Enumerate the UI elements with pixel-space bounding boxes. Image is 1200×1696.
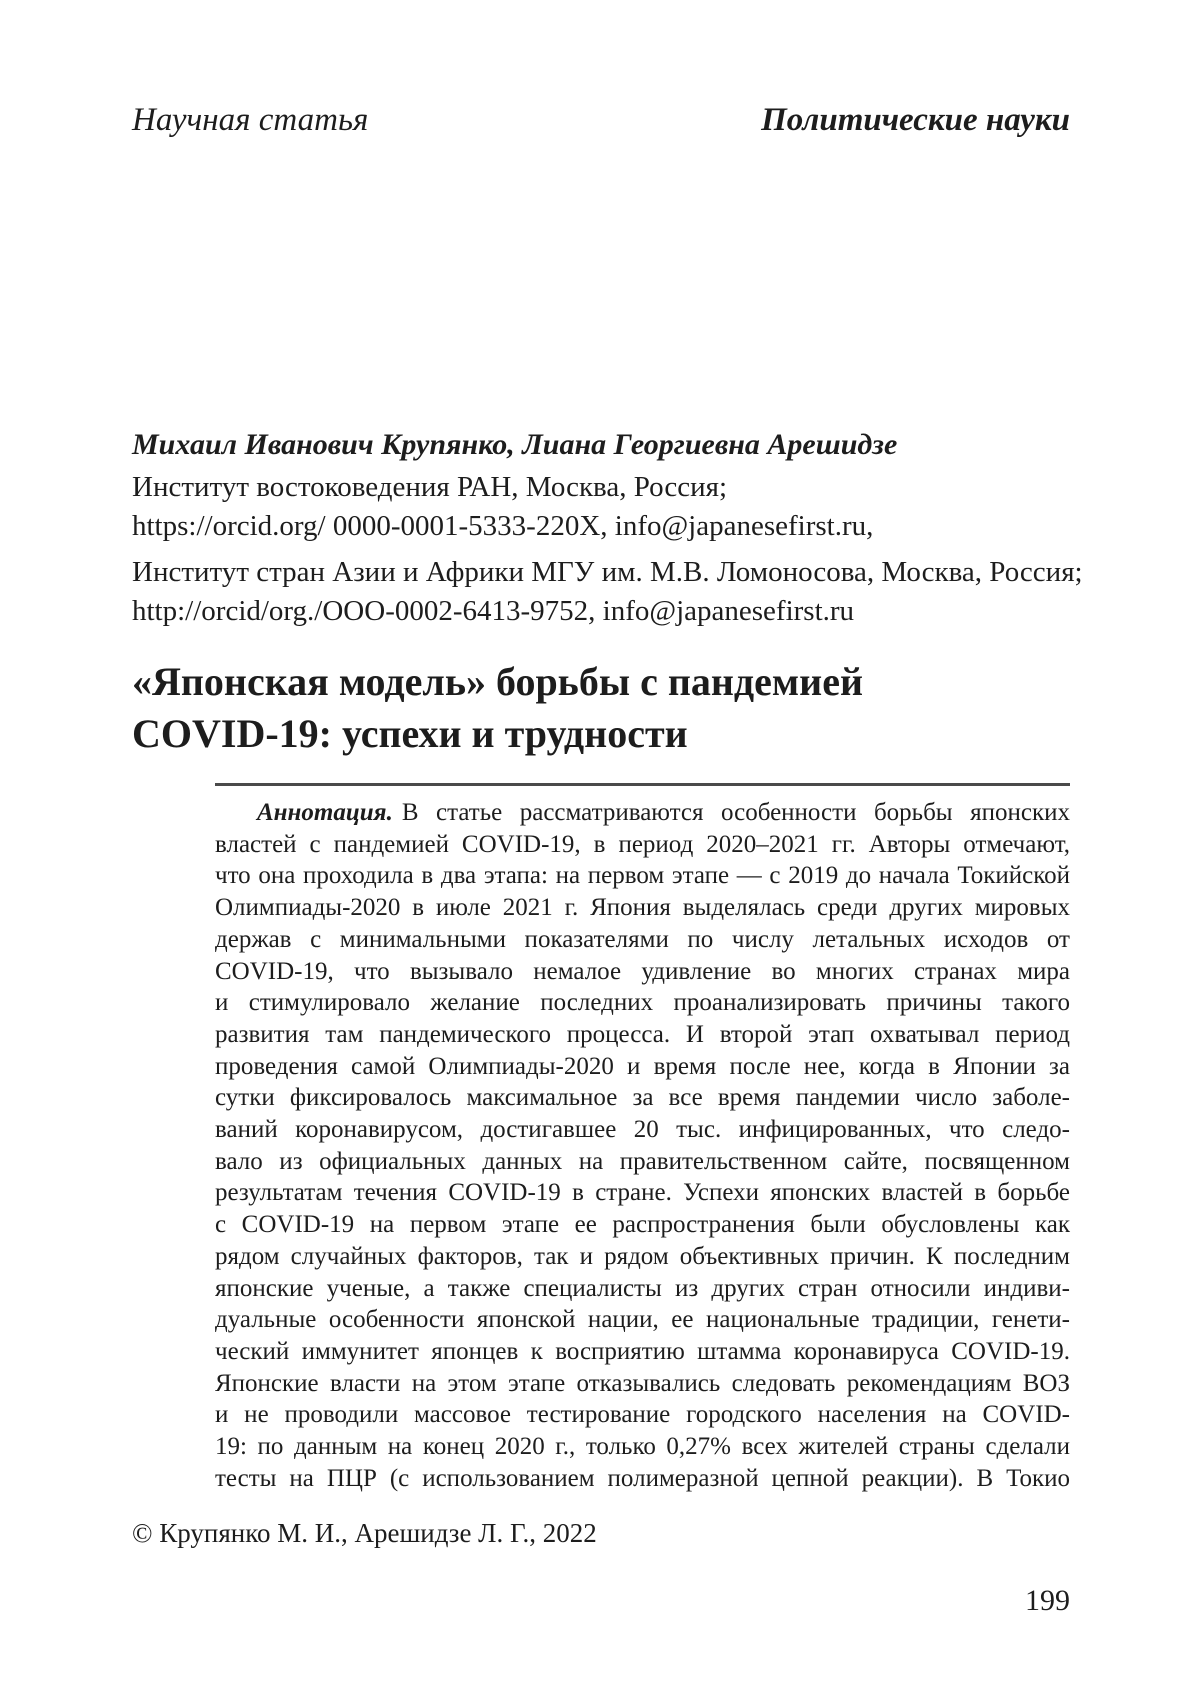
abstract-line: вало из официальных данных на правительственном сайте, посвященном (215, 1147, 1070, 1175)
abstract-line: что она проходила в два этапа: на первом этапе — с 2019 до начала Токийской (215, 862, 1070, 890)
affiliations-block (132, 468, 1090, 631)
abstract-line: результатам течения COVID-19 в стране. Успехи японских властей в борьбе (215, 1179, 1070, 1207)
abstract-label: Аннотация. (257, 799, 393, 826)
title-divider-rule (215, 783, 1070, 786)
abstract-line: японские ученые, а также специалисты из других стран относили индиви- (215, 1274, 1070, 1302)
abstract-line: властей с пандемией COVID-19, в период 2020–2021 гг. Авторы отмечают, (215, 830, 1070, 858)
abstract-line: проведения самой Олимпиады-2020 и время после нее, когда в Японии за (215, 1052, 1070, 1080)
abstract-line: Олимпиады-2020 в июле 2021 г. Япония выделялась среди других мировых (215, 894, 1070, 922)
article-title-line: COVID-19: успехи и трудности (132, 711, 688, 756)
abstract-line: Японские власти на этом этапе отказывались следовать рекомендациям ВОЗ (215, 1369, 1070, 1397)
abstract-line: с COVID-19 на первом этапе ее распространения были обусловлены как (215, 1211, 1070, 1239)
copyright-line: © Крупянко М. И., Арешидзе Л. Г., 2022 (132, 1518, 597, 1548)
abstract-first-line (215, 797, 1070, 829)
article-title-line: «Японская модель» борьбы с пандемией (132, 659, 863, 704)
abstract-line: рядом случайных факторов, так и рядом объективных причин. К последним (215, 1242, 1070, 1270)
abstract-line: ческий иммунитет японцев к восприятию штамма коронавируса COVID-19. (215, 1337, 1070, 1365)
affiliation-group (132, 468, 1090, 546)
abstract-line: 19: по данным на конец 2020 г., только 0,27% всех жителей страны сделали (215, 1433, 1070, 1461)
abstract-line: COVID-19, что вызывало немалое удивление во многих странах мира (215, 957, 1070, 985)
running-head (132, 102, 1070, 138)
article-title (132, 656, 1070, 760)
affiliation-line: Институт стран Азии и Африки МГУ им. М.В. Ломоносова, Москва, Россия; (132, 556, 1083, 588)
abstract-line: ваний коронавирусом, достигавшее 20 тыс. инфицированных, что следо- (215, 1116, 1070, 1144)
abstract-line: тесты на ПЦР (с использованием полимеразной цепной реакции). В Токио (215, 1464, 1070, 1492)
page-number: 199 (1025, 1584, 1070, 1617)
affiliation-line: Институт востоковедения РАН, Москва, Россия; (132, 471, 728, 503)
affiliation-group (132, 553, 1090, 631)
abstract-block (215, 797, 1070, 1494)
abstract-line: развития там пандемического процесса. И второй этап охватывал период (215, 1020, 1070, 1048)
abstract-line: держав с минимальными показателями по числу летальных исходов от (215, 925, 1070, 953)
article-type-label: Научная статья (132, 102, 369, 138)
abstract-line: сутки фиксировалось максимальное за все время пандемии число заболе- (215, 1084, 1070, 1112)
orcid-email-line: http://orcid/org./OOO-0002-6413-9752, info@japanesefirst.ru (132, 595, 855, 627)
authors-line: Михаил Иванович Крупянко, Лиана Георгиевна Арешидзе (132, 428, 898, 461)
orcid-email-line: https://orcid.org/ 0000-0001-5333-220X, info@japanesefirst.ru, (132, 510, 874, 542)
abstract-line: и не проводили массовое тестирование городского населения на COVID- (215, 1401, 1070, 1429)
abstract-line: и стимулировало желание последних проанализировать причины такого (215, 989, 1070, 1017)
abstract-line: дуальные особенности японской нации, ее национальные традиции, генети- (215, 1306, 1070, 1334)
abstract-text: В статье рассматриваются особенности борьбы японских (401, 799, 1070, 826)
subject-area-label: Политические науки (761, 102, 1070, 138)
